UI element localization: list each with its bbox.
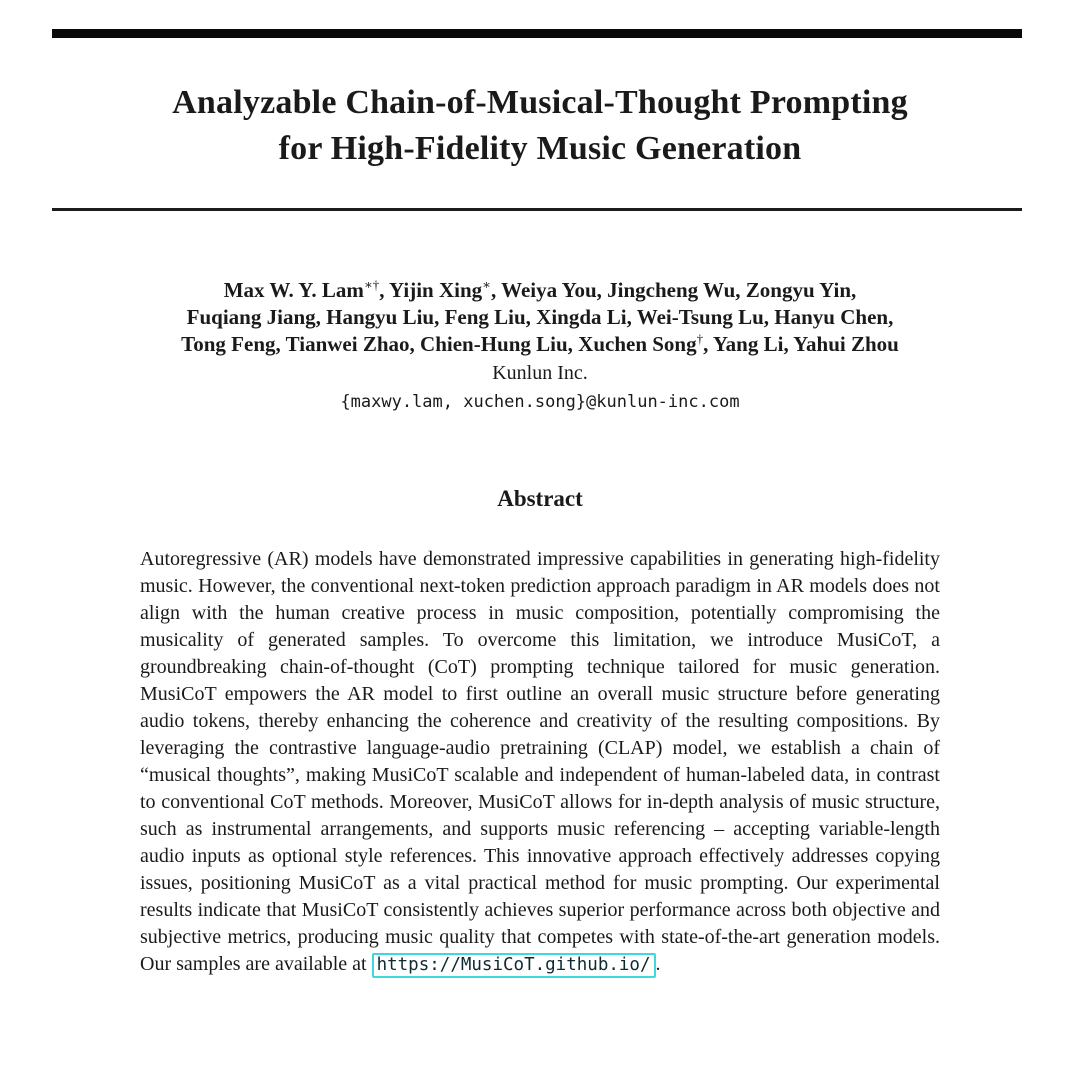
author-line-3 <box>0 331 1080 358</box>
author-footnote-marker: ∗ <box>482 277 492 292</box>
author-names: Fuqiang Jiang, Hangyu Liu, Feng Liu, Xingda Li, Wei-Tsung Lu, Hanyu Chen, <box>186 305 894 329</box>
author-names: Tong Feng, Tianwei Zhao, Chien-Hung Liu, Xuchen Song <box>181 332 697 356</box>
author-footnote-marker: ∗† <box>363 277 380 292</box>
title-line-2: for High-Fidelity Music Generation <box>278 130 802 167</box>
abstract-heading: Abstract <box>497 486 583 511</box>
abstract-body <box>140 546 940 979</box>
author-footnote-marker: † <box>696 331 704 346</box>
abstract-text-after-link: . <box>655 953 661 975</box>
author-block <box>0 277 1080 414</box>
author-names: , Weiya You, Jingcheng Wu, Zongyu Yin, <box>491 278 857 302</box>
author-names: , Yang Li, Yahui Zhou <box>703 332 899 356</box>
affiliation: Kunlun Inc. <box>492 362 588 384</box>
title-divider-rule <box>52 208 1022 211</box>
contact-email: {maxwy.lam, xuchen.song}@kunlun-inc.com <box>340 392 740 412</box>
abstract-text: Autoregressive (AR) models have demonstrated impressive capabilities in generating high-fidelity music. However, the conventional next-token prediction approach paradigm in AR models does not align with the human creative process in music composition, potentially compromising the musicality of generated samples. To overcome this limitation, we introduce MusiCoT, a groundbreaking chain-of-thought (CoT) prompting technique tailored for music generation. MusiCoT empowers the AR model to first outline an overall music structure before generating audio tokens, thereby enhancing the coherence and creativity of the resulting compositions. By leveraging the contrastive language-audio pretraining (CLAP) model, we establish a chain of “musical thoughts”, making MusiCoT scalable and independent of human-labeled data, in contrast to conventional CoT methods. Moreover, MusiCoT allows for in-depth analysis of music structure, such as instrumental arrangements, and supports music referencing – accepting variable-length audio inputs as optional style references. This innovative approach effectively addresses copying issues, positioning MusiCoT as a vital practical method for music prompting. Our experimental results indicate that MusiCoT consistently achieves superior performance across both objective and subjective metrics, producing music quality that competes with state-of-the-art generation models. Our samples are available at <box>140 548 940 975</box>
paper-title <box>0 80 1080 172</box>
top-rule <box>52 29 1022 38</box>
author-names: , Yijin Xing <box>379 278 483 302</box>
author-names: Max W. Y. Lam <box>223 278 364 302</box>
samples-link[interactable]: https://MusiCoT.github.io/ <box>372 953 656 978</box>
author-line-2 <box>0 304 1080 331</box>
title-line-1: Analyzable Chain-of-Musical-Thought Prompting <box>172 84 908 121</box>
author-line-1 <box>0 277 1080 304</box>
